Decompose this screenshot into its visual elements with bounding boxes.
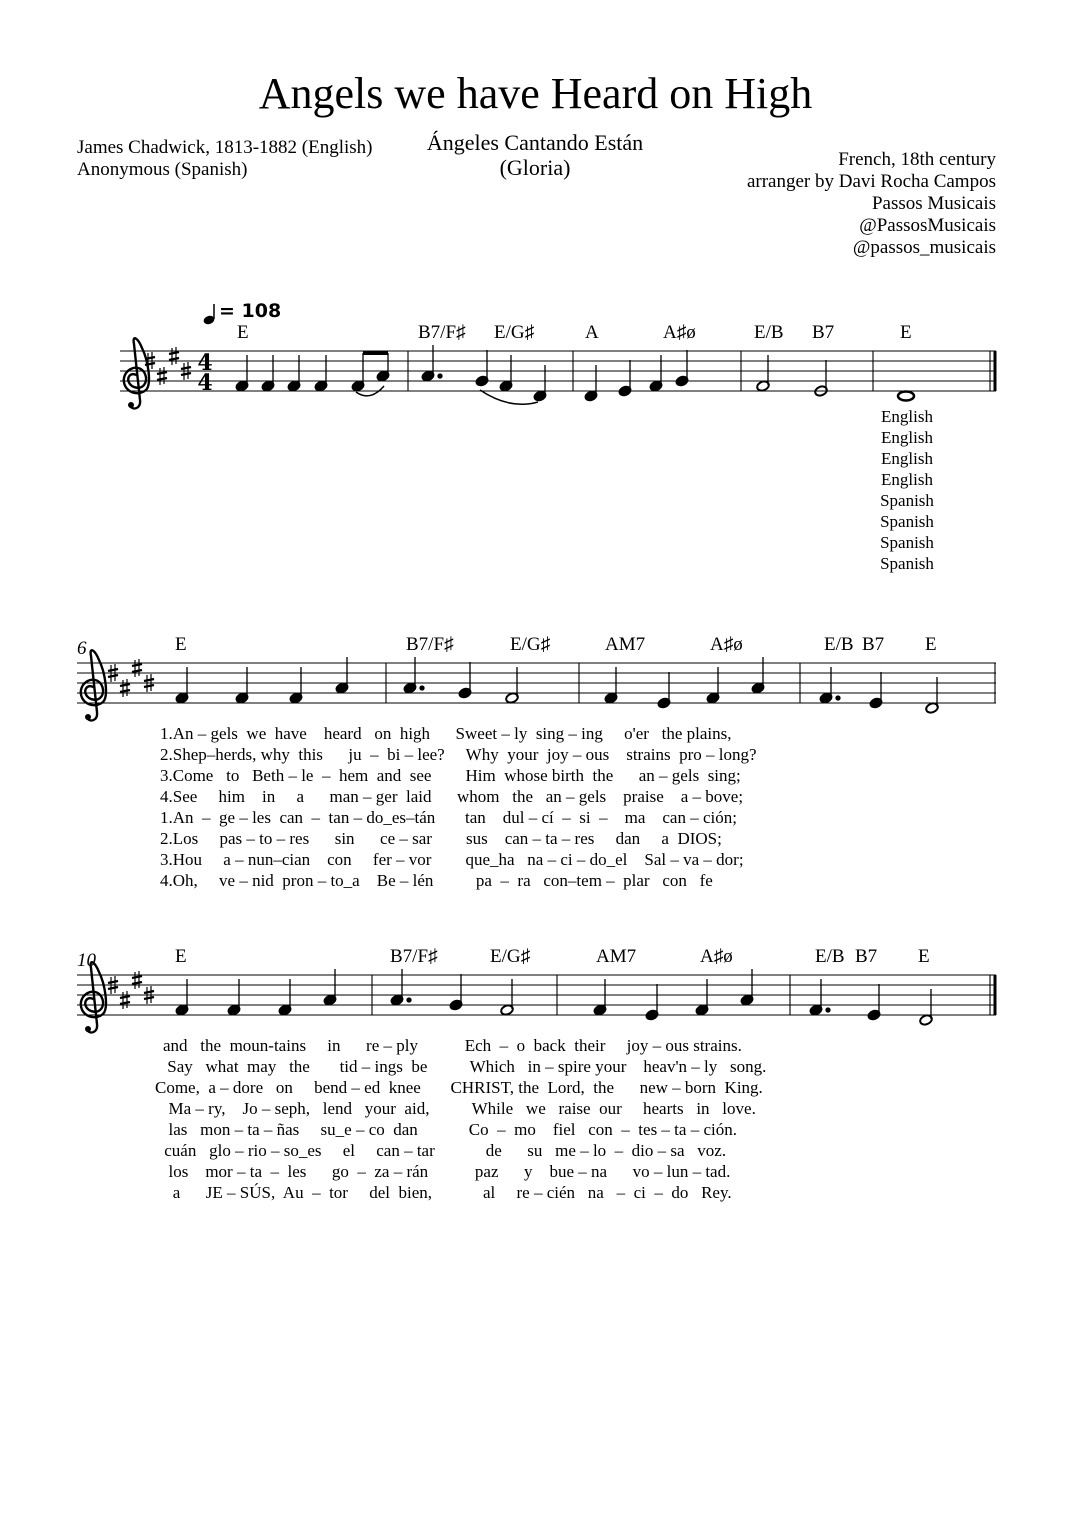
lyric-line: 2.Los pas – to – res sin ce – sar sus can – ta – res dan a DIOS; (160, 829, 722, 848)
chord-symbol: E/B (815, 946, 845, 967)
composer-line: Passos Musicais (871, 193, 996, 214)
chord-symbol: E (918, 946, 930, 967)
chord-symbol: A♯ø (663, 322, 696, 343)
chord-symbol: AM7 (605, 634, 646, 655)
chord-symbol: A♯ø (710, 634, 743, 655)
lyric-line: Come, a – dore on bend – ed knee CHRIST, the Lord, the new – born King. (155, 1078, 763, 1097)
lyric-line: a JE – SÚS, Au – tor del bien, al re – cién na – ci – do Rey. (160, 1183, 732, 1202)
chord-symbol: E/G♯ (510, 634, 551, 655)
verse-language-label: English (881, 407, 933, 426)
chord-symbol: B7 (855, 946, 878, 967)
svg-text:4: 4 (197, 370, 213, 396)
slurs (356, 386, 538, 404)
lyric-line: Ma – ry, Jo – seph, lend your aid, While we raise our hearts in love. (160, 1099, 756, 1118)
verse-language-label: Spanish (880, 512, 934, 531)
staff-system-3 (77, 975, 996, 1015)
score-title: Angels we have Heard on High (258, 69, 813, 118)
lyric-line: Say what may the tid – ings be Which in – spire your heav'n – ly song. (163, 1057, 767, 1076)
chord-symbol: E/G♯ (490, 946, 531, 967)
chord-symbol: E (900, 322, 912, 343)
chord-symbol: E (175, 634, 187, 655)
verse-language-label: English (881, 470, 933, 489)
lyric-line: 1.An – ge – les can – tan – do_es–tán tan dul – cí – si – ma can – ción; (160, 808, 737, 827)
lyric-line: 4.Oh, ve – nid pron – to_a Be – lén pa – ra con–tem – plar con fe (160, 871, 713, 890)
subtitle-line: Ángeles Cantando Están (426, 130, 644, 155)
chord-symbol: B7 (862, 634, 885, 655)
lyric-line: cuán glo – rio – so_es el can – tar de su me – lo – dio – sa voz. (160, 1141, 727, 1160)
measure-number: 10 (77, 950, 96, 971)
chord-symbol: E/G♯ (494, 322, 535, 343)
chord-symbol: E (237, 322, 249, 343)
composer-line: @PassosMusicais (859, 215, 996, 236)
svg-text:4: 4 (197, 350, 213, 376)
verse-language-label: English (881, 428, 933, 447)
composer-line: @passos_musicais (852, 237, 996, 258)
lyric-line: 1.An – gels we have heard on high Sweet – ly sing – ing o'er the plains, (160, 724, 732, 743)
chord-symbol: B7/F♯ (406, 634, 454, 655)
lyric-line: 3.Hou a – nun–cian con fer – vor que_ha na – ci – do_el Sal – va – dor; (160, 850, 744, 869)
verse-language-label: Spanish (880, 554, 934, 573)
lyric-line: and the moun-tains in re – ply Ech – o back their joy – ous strains. (163, 1036, 742, 1055)
chord-symbol: E (175, 946, 187, 967)
chord-symbol: E/B (754, 322, 784, 343)
chord-symbol: B7/F♯ (390, 946, 438, 967)
lyric-line: 4.See him in a man – ger laid whom the an – gels praise a – bove; (160, 787, 744, 806)
verse-language-label: Spanish (880, 491, 934, 510)
chord-symbol: E/B (824, 634, 854, 655)
lyric-line: las mon – ta – ñas su_e – co dan Co – mo fiel con – tes – ta – ción. (160, 1120, 737, 1139)
staff-system-1 (120, 351, 996, 391)
chord-symbol: B7/F♯ (418, 322, 466, 343)
tempo-marking: = 108 (219, 300, 282, 322)
time-signature (197, 350, 212, 396)
subtitle-line: (Gloria) (499, 155, 571, 180)
composer-line: arranger by Davi Rocha Campos (746, 171, 996, 192)
key-signature-sharps (108, 347, 191, 1009)
chord-symbol: AM7 (596, 946, 637, 967)
chord-symbol: B7 (812, 322, 835, 343)
measure-number: 6 (77, 638, 87, 659)
staff-system-2 (77, 663, 996, 703)
poet-line: James Chadwick, 1813-1882 (English) (77, 137, 373, 158)
lyric-line: 2.Shep–herds, why this ju – bi – lee? Why your joy – ous strains pro – long? (160, 745, 757, 764)
chord-symbol: A (585, 322, 599, 343)
chord-symbol: A♯ø (700, 946, 733, 967)
verse-language-label: English (881, 449, 933, 468)
lyric-line: los mor – ta – les go – za – rán paz y bue – na vo – lun – tad. (160, 1162, 731, 1181)
notes (175, 345, 939, 1026)
treble-clef-icon (81, 338, 149, 1032)
composer-line: French, 18th century (838, 149, 996, 170)
lyric-line: 3.Come to Beth – le – hem and see Him whose birth the an – gels sing; (160, 766, 741, 785)
poet-line: Anonymous (Spanish) (77, 159, 248, 180)
chord-symbol: E (925, 634, 937, 655)
verse-language-label: Spanish (880, 533, 934, 552)
